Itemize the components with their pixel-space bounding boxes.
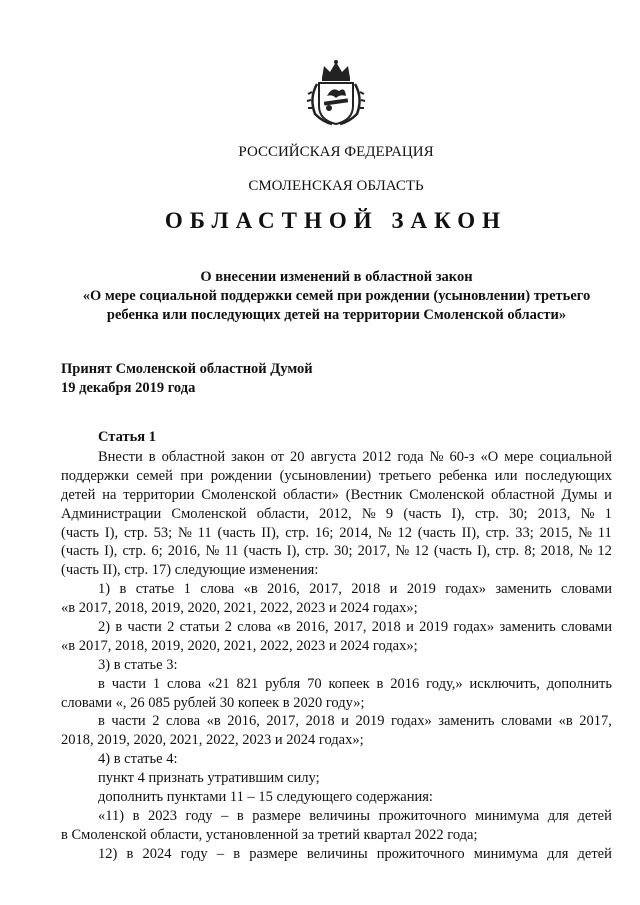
adoption-date: 19 декабря 2019 года: [61, 380, 196, 396]
article-text-line: в Смоленской области, установленной за третий квартал 2022 года;: [61, 826, 478, 843]
article-text-line: Администрации Смоленской области, 2012, № 9 (часть I), стр. 30; 2013, № 1: [61, 505, 612, 522]
article-text-line: «в 2017, 2018, 2019, 2020, 2021, 2022, 2023 и 2024 годах»;: [61, 600, 418, 617]
document-type-title: ОБЛАСТНОЙ ЗАКОН: [164, 208, 508, 233]
article-text-line: 4) в статье 4:: [98, 751, 178, 768]
article-text-line: поддержки семей при рождении (усыновлении) третьего ребенка или последующих: [61, 467, 612, 484]
article-title: Статья 1: [98, 429, 156, 445]
article-text-line: (часть II), стр. 17) следующие изменения:: [61, 562, 319, 579]
article-text-line: дополнить пунктами 11 – 15 следующего содержания:: [98, 789, 433, 806]
article-text-line: (часть I), стр. 53; № 11 (часть II), стр. 16; 2014, № 12 (часть II), стр. 33; 2015, № 11: [61, 524, 612, 541]
article-text-line: 12) в 2024 году – в размере величины прожиточного минимума для детей: [98, 845, 612, 862]
region-heading: СМОЛЕНСКАЯ ОБЛАСТЬ: [248, 178, 424, 194]
article-text-line: словами «, 26 085 рублей 30 копеек в 2020 году»;: [61, 694, 365, 711]
article-text-line: «в 2017, 2018, 2019, 2020, 2021, 2022, 2023 и 2024 годах»;: [61, 637, 418, 654]
article-text-line: в части 1 слова «21 821 рубля 70 копеек в 2016 году,» исключить, дополнить: [98, 675, 612, 692]
subject-line: ребенка или последующих детей на территории Смоленской области»: [106, 307, 567, 323]
article-text-line: «11) в 2023 году – в размере величины прожиточного минимума для детей: [98, 807, 612, 824]
article-text-line: пункт 4 признать утратившим силу;: [98, 770, 320, 787]
adoption-note: [61, 360, 313, 398]
article-text-line: 1) в статье 1 слова «в 2016, 2017, 2018 и 2019 годах» заменить словами: [98, 581, 612, 598]
adoption-line: Принят Смоленской областной Думой: [61, 361, 313, 377]
smolensk-coat-of-arms-icon: [305, 58, 367, 126]
article-text-line: 2) в части 2 статьи 2 слова «в 2016, 2017, 2018 и 2019 годах» заменить словами: [98, 619, 612, 636]
article-body: [61, 448, 612, 864]
article-text-line: 2018, 2019, 2020, 2021, 2022, 2023 и 2024 годах»;: [61, 732, 364, 749]
article-text-line: детей на территории Смоленской области» (Вестник Смоленской областной Думы и: [61, 486, 612, 503]
article-text-line: Внести в областной закон от 20 августа 2012 года № 60-з «О мере социальной: [98, 449, 612, 465]
law-subject: [60, 268, 613, 325]
article-text-line: в части 2 слова «в 2016, 2017, 2018 и 2019 годах» заменить словами «в 2017,: [98, 713, 612, 730]
federation-heading: РОССИЙСКАЯ ФЕДЕРАЦИЯ: [238, 144, 434, 160]
article-text-line: (часть I), стр. 6; 2016, № 11 (часть I), стр. 30; 2017, № 12 (часть I), стр. 8; 2018, № 12: [61, 543, 612, 560]
article-text-line: 3) в статье 3:: [98, 656, 178, 673]
subject-line: О внесении изменений в областной закон: [200, 269, 473, 285]
subject-line: «О мере социальной поддержки семей при рождении (усыновлении) третьего: [82, 288, 591, 304]
